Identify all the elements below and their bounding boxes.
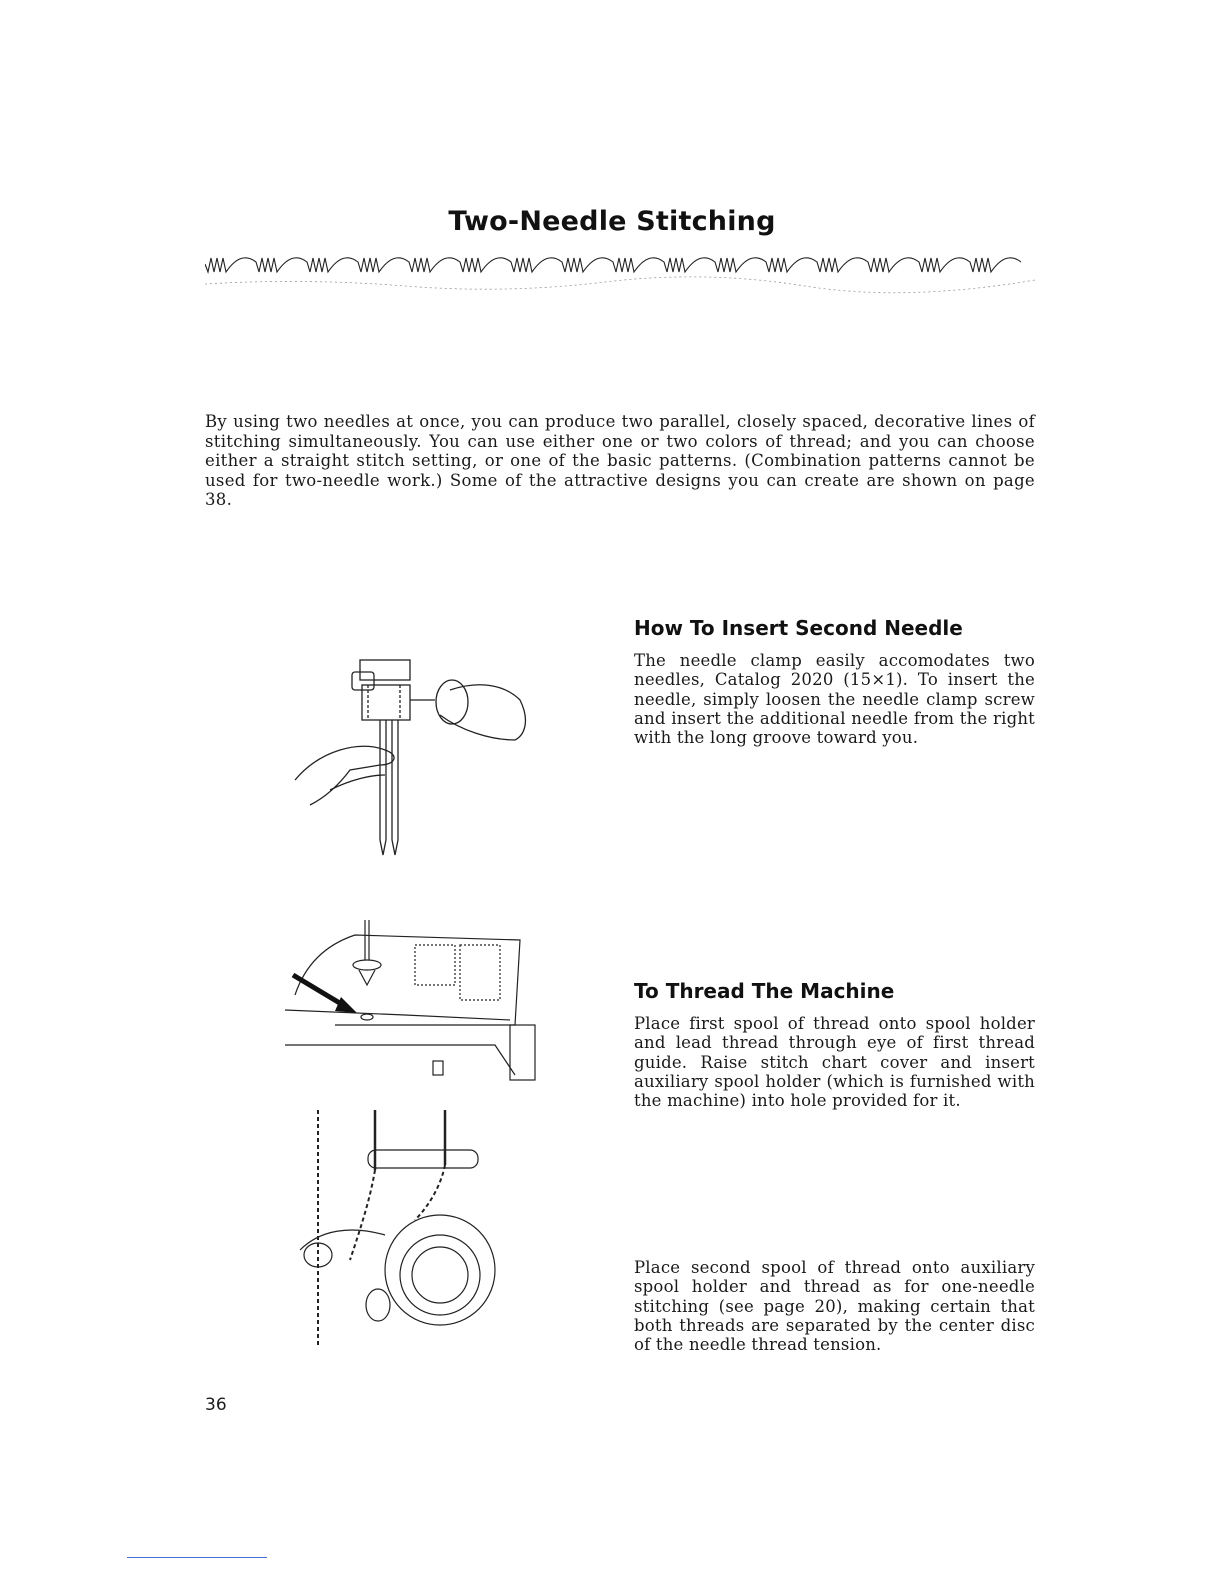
auxiliary-spool-holder-illustration: [285, 915, 545, 1085]
section-text-second-spool: Place second spool of thread onto auxiliary spool holder and thread as for one-needle stitching (see page 20), making certain that both threads are separated by the center disc of the needle thread tension.: [634, 1258, 1035, 1355]
section-text-thread-machine: Place first spool of thread onto spool holder and lead thread through eye of first thread guide. Raise stitch chart cover and insert auxiliary spool holder (which is furnished with the machine) into hole provided for it.: [634, 1014, 1035, 1111]
page-title: Two-Needle Stitching: [448, 206, 776, 237]
thread-tension-illustration: [290, 1110, 510, 1345]
footer-rule: [127, 1557, 267, 1558]
section-heading-insert-needle: How To Insert Second Needle: [634, 616, 963, 640]
intro-paragraph: By using two needles at once, you can produce two parallel, closely spaced, decorative lines of stitching simultaneously. You can use either one or two colors of thread; and you can choose either a straight stitch setting, or one of the basic patterns. (Combination patterns cannot be used for two-needle work.) Some of the attractive designs you can create are shown on page 38.: [205, 412, 1035, 509]
section-text-insert-needle: The needle clamp easily accomodates two needles, Catalog 2020 (15×1). To insert the needle, simply loosen the needle clamp screw and insert the additional needle from the right with the long groove toward you.: [634, 651, 1035, 748]
page-number: 36: [205, 1395, 227, 1415]
section-heading-thread-machine: To Thread The Machine: [634, 979, 895, 1003]
needle-clamp-illustration: [290, 640, 540, 860]
decorative-stitch-band: [205, 246, 1035, 296]
